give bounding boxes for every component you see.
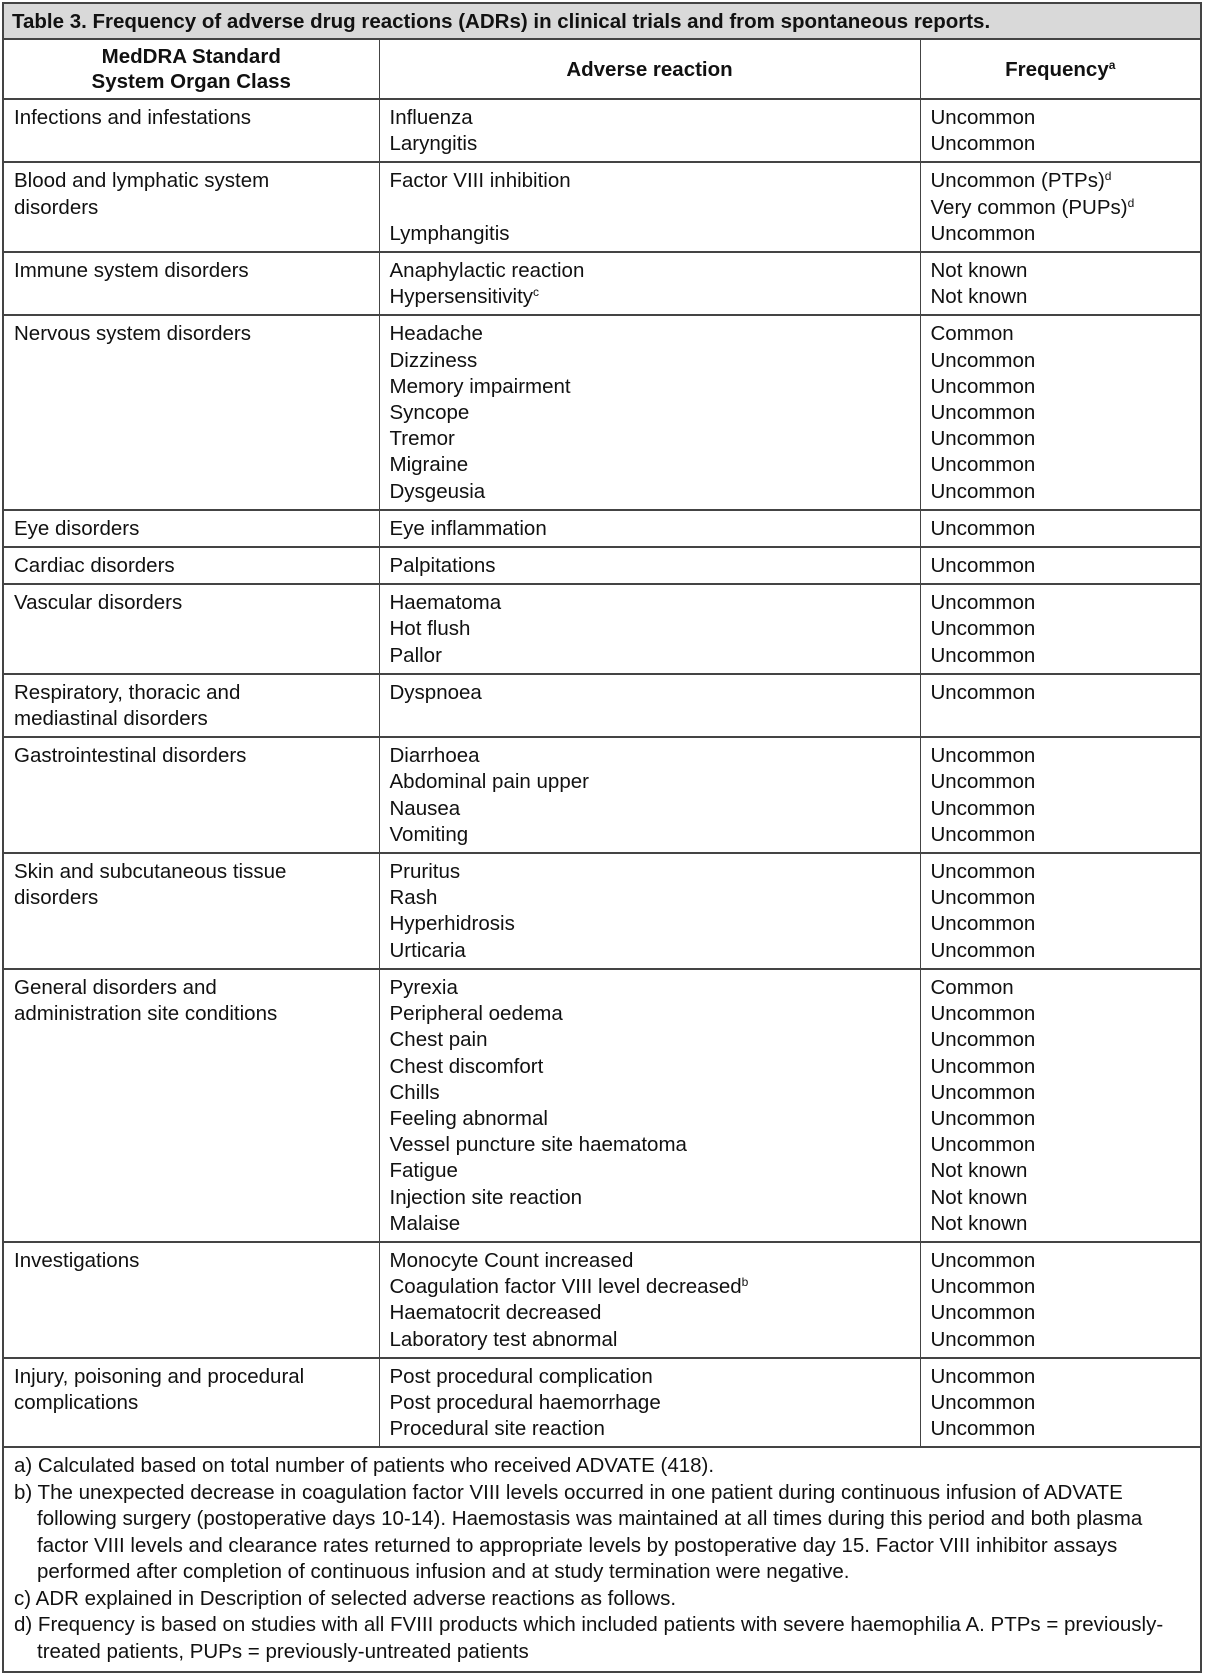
frequency-cell — [920, 674, 1200, 737]
frequency-item-text: Uncommon — [930, 886, 1036, 910]
frequency-item-text: Uncommon — [930, 912, 1036, 936]
soc-cell — [4, 1242, 379, 1358]
reaction-item — [390, 452, 910, 478]
reaction-item-text: Factor VIII inhibition — [389, 169, 571, 193]
reaction-item-text: Vessel puncture site haematoma — [389, 1133, 687, 1157]
frequency-item-text: Uncommon — [930, 516, 1036, 540]
reaction-item — [390, 258, 910, 284]
reaction-cell — [379, 252, 920, 315]
reaction-cell — [379, 162, 920, 252]
frequency-item — [931, 1106, 1191, 1132]
footnote: d) Frequency is based on studies with all FVIII products which included patients with severe haemophilia A. PTPs = previously-treated patients, PUPs = previously-untreated patients — [14, 1613, 1164, 1663]
frequency-item — [931, 822, 1191, 848]
reaction-item — [390, 321, 910, 347]
reaction-item-text: Monocyte Count increased — [389, 1248, 634, 1272]
reaction-item — [390, 938, 910, 964]
frequency-item — [931, 1364, 1191, 1390]
reaction-item — [390, 590, 910, 616]
frequency-item-text: Uncommon — [930, 479, 1036, 503]
footnote: b) The unexpected decrease in coagulation factor VIII levels occurred in one patient during continuous infusion of ADVATE following surgery (postoperative days 10-14). Haemostasis was maintained at all times during this period and both plasma factor VIII levels and clearance rates returned to appropriate levels by postoperative day 15. Factor VIII inhibitor assays performed after completion of continuous infusion and at study termination were negative. — [14, 1480, 1143, 1584]
reaction-item-text: Memory impairment — [389, 374, 571, 398]
reaction-item — [390, 975, 910, 1001]
table-row — [4, 737, 1200, 853]
reaction-item — [390, 1132, 910, 1158]
reaction-item-text: Chest discomfort — [389, 1054, 544, 1078]
reaction-item-text: Hot flush — [389, 617, 471, 641]
footnote-ref: d — [1127, 195, 1135, 210]
soc-line: Eye disorders — [14, 516, 140, 540]
frequency-item — [931, 1390, 1191, 1416]
reaction-item — [390, 1001, 910, 1027]
soc-line: General disorders and — [14, 975, 217, 999]
frequency-item — [931, 1001, 1191, 1027]
frequency-item-text: Uncommon — [930, 822, 1036, 846]
frequency-item-text: Uncommon — [930, 453, 1036, 477]
reaction-item-text: Laboratory test abnormal — [389, 1327, 618, 1351]
frequency-item — [931, 680, 1191, 706]
reaction-cell — [379, 969, 920, 1242]
frequency-cell — [920, 99, 1200, 162]
frequency-item-text: Uncommon — [930, 1028, 1036, 1052]
reaction-cell — [379, 737, 920, 853]
frequency-item — [931, 479, 1191, 505]
frequency-item — [931, 1248, 1191, 1274]
soc-line: mediastinal disorders — [14, 707, 208, 731]
frequency-cell — [920, 510, 1200, 547]
reaction-cell — [379, 1242, 920, 1358]
frequency-item — [931, 105, 1191, 131]
header-reaction: Adverse reaction — [379, 40, 920, 99]
soc-line: administration site conditions — [14, 1002, 278, 1026]
reaction-item — [390, 796, 910, 822]
footnote: c) ADR explained in Description of selected adverse reactions as follows. — [14, 1586, 677, 1610]
reaction-item — [390, 1274, 910, 1300]
soc-line: Gastrointestinal disorders — [14, 744, 247, 768]
reaction-item-text: Diarrhoea — [389, 744, 480, 768]
reaction-item-text: Hyperhidrosis — [389, 912, 515, 936]
frequency-item-text: Uncommon — [930, 427, 1036, 451]
table-row — [4, 1242, 1200, 1358]
frequency-item — [931, 131, 1191, 157]
frequency-item — [931, 168, 1191, 194]
table-row — [4, 969, 1200, 1242]
soc-cell — [4, 162, 379, 252]
reaction-cell — [379, 674, 920, 737]
frequency-item-text: Common — [930, 975, 1014, 999]
reaction-item — [390, 680, 910, 706]
table-row — [4, 584, 1200, 674]
reaction-item — [390, 168, 910, 194]
reaction-item — [390, 743, 910, 769]
frequency-cell — [920, 252, 1200, 315]
header-row — [4, 40, 1200, 99]
reaction-item-text: Dyspnoea — [389, 680, 482, 704]
reaction-item-text: Syncope — [389, 401, 470, 425]
reaction-item-text: Fatigue — [389, 1159, 458, 1183]
reaction-item — [390, 859, 910, 885]
header-soc-line: System Organ Class — [91, 70, 291, 93]
frequency-item-text: Uncommon — [930, 591, 1036, 615]
frequency-item — [931, 1300, 1191, 1326]
table-row — [4, 510, 1200, 547]
frequency-item — [931, 859, 1191, 885]
reaction-item — [390, 479, 910, 505]
reaction-item — [390, 1054, 910, 1080]
frequency-item-text: Uncommon (PTPs) — [930, 169, 1105, 193]
reaction-item — [390, 105, 910, 131]
soc-cell — [4, 969, 379, 1242]
table-title: Table 3. Frequency of adverse drug reactions (ADRs) in clinical trials and from spontaneous reports. — [4, 4, 1200, 40]
reaction-item — [390, 769, 910, 795]
soc-cell — [4, 252, 379, 315]
frequency-item-text: Common — [930, 322, 1014, 346]
reaction-cell — [379, 853, 920, 969]
frequency-item-text: Very common (PUPs) — [930, 195, 1128, 219]
frequency-item — [931, 1132, 1191, 1158]
table-row — [4, 315, 1200, 509]
reaction-item — [390, 1327, 910, 1353]
soc-line: Blood and lymphatic system — [14, 169, 270, 193]
frequency-item — [931, 1327, 1191, 1353]
header-soc — [4, 40, 379, 99]
frequency-item-text: Uncommon — [930, 860, 1036, 884]
header-soc-line: MedDRA Standard — [101, 45, 281, 68]
frequency-item-text: Not known — [930, 259, 1028, 283]
header-frequency — [920, 40, 1200, 99]
frequency-item-text: Uncommon — [930, 796, 1036, 820]
soc-line: Skin and subcutaneous tissue — [14, 860, 287, 884]
reaction-item-text: Rash — [389, 886, 438, 910]
frequency-cell — [920, 547, 1200, 584]
frequency-item — [931, 1211, 1191, 1237]
reaction-cell — [379, 510, 920, 547]
reaction-item-text: Pallor — [389, 643, 442, 667]
reaction-item — [390, 1300, 910, 1326]
soc-cell — [4, 315, 379, 509]
frequency-item-text: Uncommon — [930, 1248, 1036, 1272]
frequency-cell — [920, 315, 1200, 509]
reaction-item — [390, 374, 910, 400]
reaction-item-text: Tremor — [389, 427, 455, 451]
soc-line: Investigations — [14, 1248, 140, 1272]
frequency-item-text: Uncommon — [930, 1390, 1036, 1414]
table-row — [4, 162, 1200, 252]
frequency-item-text: Uncommon — [930, 348, 1036, 372]
frequency-item-text: Uncommon — [930, 1133, 1036, 1157]
reaction-cell — [379, 584, 920, 674]
frequency-cell — [920, 737, 1200, 853]
reaction-item — [390, 1185, 910, 1211]
frequency-item-text: Not known — [930, 1159, 1028, 1183]
frequency-item — [931, 348, 1191, 374]
reaction-item-text: Anaphylactic reaction — [389, 259, 585, 283]
reaction-item — [390, 516, 910, 542]
frequency-item-text: Uncommon — [930, 221, 1036, 245]
footnote-ref: c — [533, 285, 540, 300]
reaction-item-text: Palpitations — [389, 554, 496, 578]
frequency-item-text: Uncommon — [930, 401, 1036, 425]
reaction-item-text: Laryngitis — [389, 132, 478, 156]
frequency-item — [931, 911, 1191, 937]
reaction-item — [390, 284, 910, 310]
reaction-item-text: Hypersensitivity — [389, 285, 534, 309]
reaction-item-text: Vomiting — [389, 822, 469, 846]
frequency-item — [931, 553, 1191, 579]
frequency-cell — [920, 584, 1200, 674]
frequency-item — [931, 938, 1191, 964]
soc-line: Respiratory, thoracic and — [14, 680, 241, 704]
frequency-item — [931, 195, 1191, 221]
reaction-item — [390, 400, 910, 426]
frequency-item-text: Uncommon — [930, 1054, 1036, 1078]
reaction-item — [390, 1158, 910, 1184]
soc-cell — [4, 853, 379, 969]
frequency-item-text: Uncommon — [930, 1106, 1036, 1130]
frequency-item-text: Uncommon — [930, 938, 1036, 962]
reaction-item-text: Feeling abnormal — [389, 1106, 548, 1130]
footnote-ref: b — [741, 1275, 749, 1290]
frequency-item — [931, 1158, 1191, 1184]
frequency-item — [931, 452, 1191, 478]
reaction-item — [390, 616, 910, 642]
frequency-item-text: Uncommon — [930, 1301, 1036, 1325]
soc-line: Immune system disorders — [14, 259, 249, 283]
footnote: a) Calculated based on total number of patients who received ADVATE (418). — [14, 1454, 715, 1478]
reaction-item-text: Haematoma — [389, 591, 502, 615]
frequency-item-text: Uncommon — [930, 374, 1036, 398]
frequency-item-text: Uncommon — [930, 744, 1036, 768]
frequency-item-text: Uncommon — [930, 617, 1036, 641]
reaction-item-text: Post procedural haemorrhage — [389, 1390, 661, 1414]
reaction-item-text: Malaise — [389, 1211, 461, 1235]
frequency-item — [931, 743, 1191, 769]
frequency-item — [931, 885, 1191, 911]
reaction-item — [390, 553, 910, 579]
soc-cell — [4, 674, 379, 737]
soc-cell — [4, 547, 379, 584]
frequency-item — [931, 1416, 1191, 1442]
soc-line: disorders — [14, 195, 99, 219]
reaction-item-text: Pruritus — [389, 860, 461, 884]
soc-line: disorders — [14, 886, 99, 910]
reaction-item-text: Chest pain — [389, 1028, 488, 1052]
reaction-item — [390, 348, 910, 374]
reaction-cell — [379, 315, 920, 509]
reaction-item — [390, 195, 910, 221]
reaction-item — [390, 643, 910, 669]
frequency-item-text: Uncommon — [930, 1275, 1036, 1299]
frequency-item — [931, 221, 1191, 247]
reaction-item-text: Pyrexia — [389, 975, 458, 999]
frequency-item — [931, 769, 1191, 795]
reaction-item-text: Injection site reaction — [389, 1185, 583, 1209]
soc-line: Cardiac disorders — [14, 554, 175, 578]
frequency-item — [931, 796, 1191, 822]
frequency-item — [931, 1274, 1191, 1300]
reaction-item-text: Coagulation factor VIII level decreased — [389, 1275, 742, 1299]
frequency-cell — [920, 1358, 1200, 1448]
frequency-item — [931, 616, 1191, 642]
frequency-item-text: Uncommon — [930, 1002, 1036, 1026]
reaction-item — [390, 131, 910, 157]
reaction-item-text: Migraine — [389, 453, 469, 477]
reaction-cell — [379, 99, 920, 162]
reaction-cell — [379, 547, 920, 584]
reaction-item — [390, 1248, 910, 1274]
reaction-item-text: Nausea — [389, 796, 461, 820]
footnote-ref: d — [1104, 169, 1112, 184]
reaction-item — [390, 1416, 910, 1442]
frequency-item — [931, 426, 1191, 452]
frequency-item-text: Uncommon — [930, 554, 1036, 578]
footnotes — [4, 1448, 1200, 1671]
frequency-item-text: Uncommon — [930, 132, 1036, 156]
adr-table — [4, 40, 1200, 1448]
frequency-cell — [920, 162, 1200, 252]
reaction-item-text: Dizziness — [389, 348, 478, 372]
reaction-item — [390, 426, 910, 452]
soc-line: Vascular disorders — [14, 591, 183, 615]
adr-table-container — [2, 2, 1202, 1673]
frequency-item — [931, 516, 1191, 542]
reaction-item — [390, 1211, 910, 1237]
reaction-item-text: Headache — [389, 322, 483, 346]
frequency-item-text: Not known — [930, 1185, 1028, 1209]
reaction-item — [390, 1390, 910, 1416]
table-row — [4, 1358, 1200, 1448]
frequency-cell — [920, 853, 1200, 969]
table-row — [4, 853, 1200, 969]
frequency-item — [931, 643, 1191, 669]
frequency-item-text: Uncommon — [930, 1327, 1036, 1351]
reaction-item-text: Peripheral oedema — [389, 1002, 563, 1026]
frequency-item-text: Uncommon — [930, 1417, 1036, 1441]
frequency-item-text: Uncommon — [930, 106, 1036, 129]
frequency-item — [931, 1027, 1191, 1053]
footnote-ref: a — [1108, 57, 1116, 72]
frequency-item — [931, 975, 1191, 1001]
reaction-item — [390, 885, 910, 911]
reaction-item — [390, 1027, 910, 1053]
reaction-item — [390, 1106, 910, 1132]
frequency-item-text: Uncommon — [930, 1080, 1036, 1104]
soc-line: Nervous system disorders — [14, 322, 251, 346]
reaction-item — [390, 1080, 910, 1106]
frequency-item — [931, 1054, 1191, 1080]
soc-line: Infections and infestations — [14, 106, 252, 129]
frequency-item — [931, 284, 1191, 310]
frequency-item — [931, 258, 1191, 284]
frequency-item — [931, 374, 1191, 400]
frequency-item-text: Uncommon — [930, 1364, 1036, 1388]
reaction-item — [390, 1364, 910, 1390]
reaction-item-text: Procedural site reaction — [389, 1417, 605, 1441]
soc-cell — [4, 99, 379, 162]
frequency-item — [931, 1080, 1191, 1106]
frequency-item-text: Uncommon — [930, 770, 1036, 794]
frequency-item-text: Not known — [930, 1211, 1028, 1235]
reaction-item-text: Eye inflammation — [389, 516, 547, 540]
reaction-item-text: Influenza — [389, 106, 473, 129]
reaction-item — [390, 221, 910, 247]
soc-cell — [4, 737, 379, 853]
reaction-cell — [379, 1358, 920, 1448]
soc-line: Injury, poisoning and procedural — [14, 1364, 305, 1388]
frequency-cell — [920, 969, 1200, 1242]
reaction-item-text: Lymphangitis — [389, 221, 510, 245]
table-row — [4, 547, 1200, 584]
soc-cell — [4, 510, 379, 547]
frequency-item-text: Uncommon — [930, 643, 1036, 667]
reaction-item-text: Haematocrit decreased — [389, 1301, 602, 1325]
reaction-item-text: Post procedural complication — [389, 1364, 653, 1388]
frequency-item — [931, 321, 1191, 347]
soc-line: complications — [14, 1390, 139, 1414]
reaction-item — [390, 822, 910, 848]
reaction-item — [390, 911, 910, 937]
table-row — [4, 99, 1200, 162]
table-row — [4, 674, 1200, 737]
header-frequency-label: Frequency — [1005, 57, 1109, 81]
frequency-item — [931, 1185, 1191, 1211]
reaction-item-text: Abdominal pain upper — [389, 770, 589, 794]
reaction-item-text: Dysgeusia — [389, 479, 486, 503]
soc-cell — [4, 1358, 379, 1448]
frequency-cell — [920, 1242, 1200, 1358]
frequency-item — [931, 590, 1191, 616]
frequency-item-text: Uncommon — [930, 680, 1036, 704]
table-row — [4, 252, 1200, 315]
reaction-item-text: Chills — [389, 1080, 440, 1104]
frequency-item — [931, 400, 1191, 426]
soc-cell — [4, 584, 379, 674]
reaction-item-text: Urticaria — [389, 938, 466, 962]
frequency-item-text: Not known — [930, 285, 1028, 309]
